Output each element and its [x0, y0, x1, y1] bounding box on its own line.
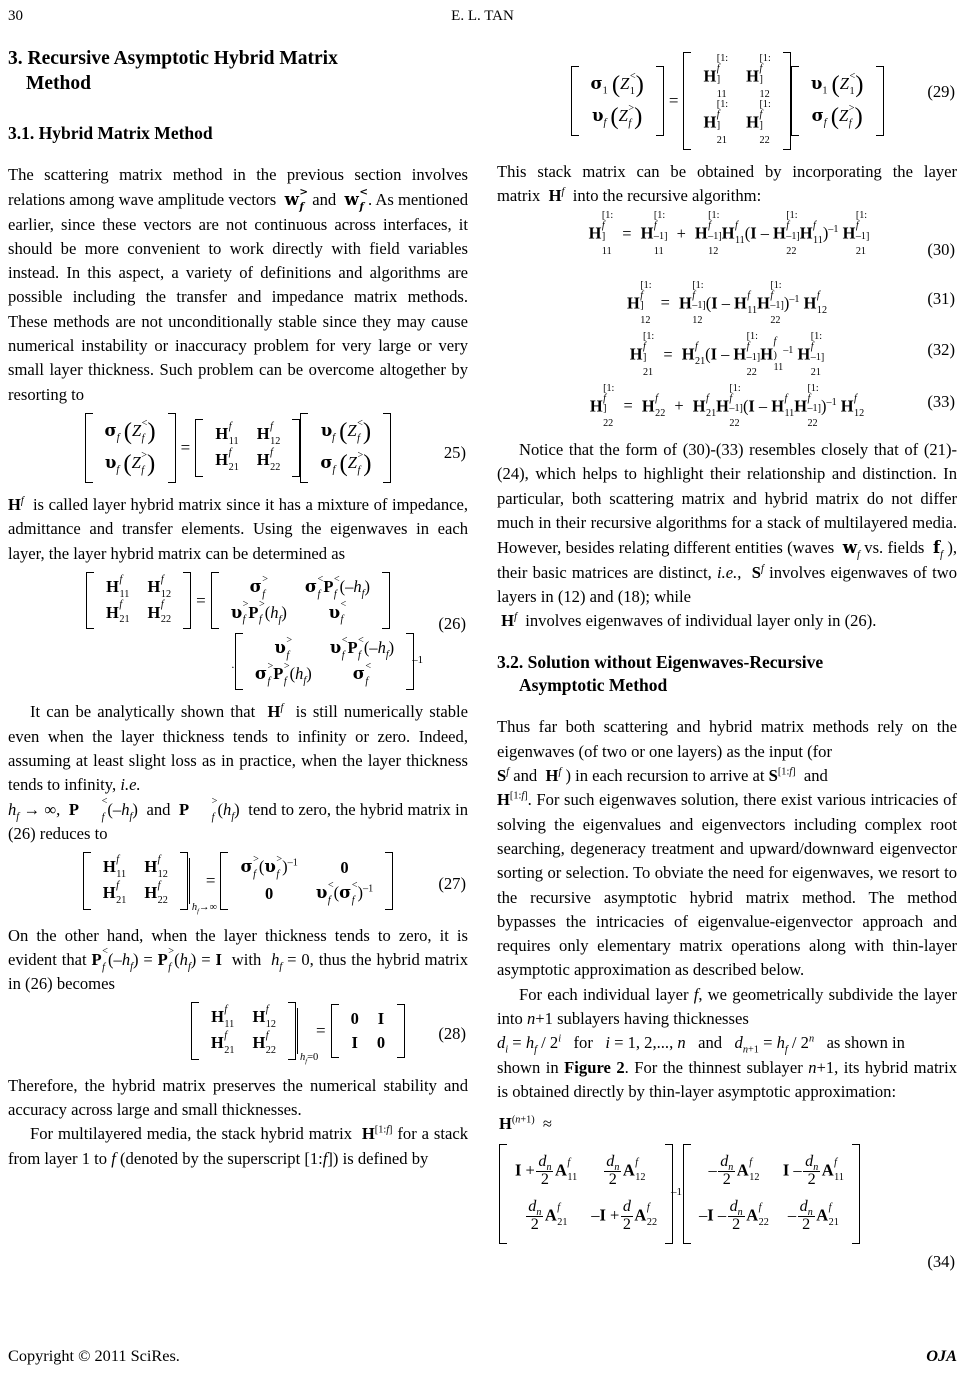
paragraph-6-f1: f: [111, 1148, 116, 1168]
paragraph-4: On the other hand, when the layer thickness tends to zero, it is evident that P < f $(-h_f) = P$ > f $(h_f) = I$ with $h_f = 0$, thus the hybrid matrix in (26) becomes: [8, 925, 468, 994]
right-paragraph-3-seg4: and: [803, 766, 828, 786]
equation-31: H [1: f ] 12 = H [1: f –1] 12 (I – H f 11 H [1: f –1] 22 )$^{-1}$ H f 12 (31): [626, 279, 955, 327]
equation-32-number: (32): [927, 340, 955, 360]
right-column: [497, 46, 958, 1272]
equation-34: [497, 1144, 957, 1272]
equation-25-number: 25): [443, 442, 466, 462]
right-paragraph-2-seg1: Notice that the form of (30)-(33) resembles closely that of (21)-(24), which helps to highlight their relationship and distinction. In particular, both scattering matrix and hybrid matrix do not differ much in their recursive algorithms for a stack of multilayered media. However, besides relating different entities (waves: [497, 440, 957, 558]
subsection-heading-3-2: [497, 651, 957, 697]
right-paragraph-2: Notice that the form of (30)-(33) resembles closely that of (21)-(24), which helps to highlight their relationship and distinction. In particular, both scattering matrix and hybrid matrix do not differ much in their recursive algorithms for a stack of multilayered media. However, besides relating different entities (waves $w_f$ vs. fields $f_f$ ), their basic matrices are distinct, i.e., $S^f$ involves eigenwaves of two layers in (12) and (18); while $H^f$ involves eigenwaves of individual layer only in (26).: [497, 440, 958, 631]
running-author: E. L. TAN: [451, 8, 514, 24]
right-paragraph-1-seg2: into the recursive algorithm:: [572, 185, 762, 205]
paragraph-1-seg3: . As mentioned earlier, since these vectors are not continuous across interfaces, it should be more convenient to work directly with field variables instead. In this aspect, a variety of definitions and algorithms are possible including the transfer and impedance matrix methods. These methods are not unconditionally stable since they may cause numerical instability or inaccuracy problem for very large or very small layer thickness. Such problem can be overcome altogether by resorting to: [8, 190, 468, 404]
right-paragraph-2-ie: i.e.: [716, 562, 738, 582]
eq29-lhs-vector: $\sigma_1$ (Z < 1 ) 𝛖$_f$ (Z > f ): [571, 66, 664, 136]
right-paragraph-4-seg5b: shown in: [497, 1057, 565, 1077]
right-paragraph-4: For each individual layer f, we geometrically subdivide the layer into n+1 sublayers having thicknesses $d_i = h_f / 2^i$ for i = 1, 2,..., n and $d_{n+1} = h_f / 2^n$ as shown in shown in Figure 2. For the thinnest sublayer n+1, its hybrid matrix is obtained directly by thin-layer asymptotic approximation:: [497, 984, 957, 1101]
right-paragraph-4-n1: n: [526, 1009, 536, 1029]
paragraph-2-seg1: is called layer hybrid matrix since it has a mixture of impedance, admittance and transfer elements. Using the eigenwaves in each layer, the layer hybrid matrix can be determined as: [8, 494, 468, 563]
right-paragraph-3-seg3: ) in each recursion to arrive at: [565, 766, 765, 786]
paragraph-6-seg1: For multilayered media, the stack hybrid matrix: [30, 1124, 353, 1144]
right-paragraph-4-seg5: as shown in: [826, 1033, 905, 1053]
equation-30-number: (30): [927, 240, 955, 260]
math-inline-H-f: H: [8, 494, 21, 514]
equation-29: $\sigma_1$ (Z < 1 ) 𝛖$_f$ (Z > f ) = H [1: f ] 11 H [1: f ] 12 H [1: f ] 21 H [1: f ] 22 𝛖$_1$ (Z < 1 ) $\sigma_f$ (Z > f ) (29): [497, 52, 957, 150]
right-paragraph-4-seg2: , we geometrically subdivide the layer into: [497, 984, 957, 1029]
section-heading-line1: 3. Recursive Asymptotic Hybrid Matrix: [8, 48, 338, 69]
eq26-rhs-matrix-second: 𝛖 > f 𝛖 < f P < f $(-h_f)$ σ > f P > f $(h_f)$ σ < f: [235, 633, 414, 690]
eq27-lhs-matrix: H f 11 H f 12 H f 21 H f 22: [83, 852, 188, 909]
paragraph-6: For multilayered media, the stack hybrid matrix H[1:f] for a stack from layer 1 to f (denoted by the superscript [1:f]) is defined by: [8, 1124, 469, 1168]
eq27-rhs-matrix: σ > f (𝛖 > f )$^{-1}$ 0 0 𝛖 < f (σ < f )$^{-1}$: [220, 852, 393, 909]
paragraph-2: $H^f$ is called layer hybrid matrix since it has a mixture of impedance, admittance and transfer elements. Using the eigenwaves in each layer, the layer hybrid matrix can be determined as: [8, 494, 468, 563]
eq26-inverse-exponent: –1: [412, 653, 424, 666]
eq28-limit-bar: $h_f=0$: [297, 1008, 298, 1054]
eq25-hybrid-matrix: H f 11 H f 12 H f 21 H f 22: [195, 419, 300, 476]
right-paragraph-4-seg2b: +1 sublayers having thicknesses: [535, 1009, 749, 1029]
paragraph-6-f2: f: [322, 1148, 328, 1168]
eq34-inverse-exponent: –1: [671, 1186, 683, 1199]
equation-28-number: (28): [438, 1024, 466, 1044]
paragraph-1-seg2: and: [312, 190, 337, 210]
paragraph-1-seg1: The scattering matrix method in the previous section involves relations among wave amplitude vectors: [8, 165, 468, 210]
paragraph-3-seg2: is still numerically stable even when the layer thickness tends to infinity or zero. Indeed, assuming at least slight loss as in practice, when the layer thickness tends to infinity,: [8, 702, 469, 795]
equation-27: H f 11 H f 12 H f 21 H f 22 $h_f\to\infty$ = σ > f (𝛖 > f )$^{-1}$ 0 0 𝛖 < f (σ < f )$^{-1}$ (27): [8, 852, 468, 909]
right-paragraph-4-seg4: and: [698, 1033, 723, 1053]
section-heading-line2: Method: [26, 73, 91, 94]
subsection-3-2-line1: 3.2. Solution without Eigenwaves-Recursive: [497, 652, 824, 673]
paragraph-4-seg1: On the other hand, when the layer thickness tends to zero, it is evident that: [8, 925, 468, 969]
math-inline-w-greater: w > f: [284, 186, 309, 214]
right-paragraph-4-seg6b: +1, its hybrid matrix is obtained directly by thin-layer asymptotic approximation:: [497, 1057, 957, 1101]
paragraph-1: [8, 163, 468, 407]
eq29-rhs-vector: 𝛖$_1$ (Z < 1 ) $\sigma_f$ (Z > f ): [791, 66, 884, 136]
paragraph-6-seg4: ]) is defined by: [327, 1148, 429, 1168]
subsection-3-2-line2: Asymptotic Method: [519, 675, 668, 696]
paragraph-3-seg3: ,: [56, 799, 61, 819]
paragraph-4-seg3: , thus the hybrid matrix in (26) becomes: [8, 949, 468, 994]
right-paragraph-1: This stack matrix can be obtained by incorporating the layer matrix $H^f$ into the recursive algorithm:: [497, 161, 957, 205]
right-paragraph-2-seg3: ), their basic matrices are distinct,: [497, 538, 958, 582]
equation-34-lhs: $H^{(n+1)}$ ≈: [499, 1114, 552, 1134]
right-paragraph-4-seg6: . For the thinnest sublayer: [624, 1057, 803, 1077]
journal-abbreviation: OJA: [926, 1346, 957, 1365]
subsection-heading-3-1: 3.1. Hybrid Matrix Method: [8, 123, 213, 143]
paragraph-6-seg2: for a stack from layer 1 to: [8, 1124, 469, 1168]
copyright-line: Copyright © 2011 SciRes.: [8, 1346, 180, 1365]
paragraph-3-seg5: tend to zero, the hybrid matrix in (26) reduces to: [8, 799, 469, 843]
equation-33: H [1: f ] 22 = H f 22 + H f 21 H [1: f –1] 22 (I – H f 11 H [1: f –1] 22 )$^{-1}$ H f 12 (33): [589, 382, 955, 430]
equation-26-number: (26): [438, 613, 466, 633]
eq26-lhs-matrix: H f 11 H f 12 H f 21 H f 22: [86, 572, 191, 629]
math-inline-w-less: w < f: [344, 186, 368, 214]
paragraph-3-ie: i.e.: [120, 775, 141, 795]
paragraph-3-seg4: and: [146, 799, 171, 819]
right-paragraph-4-n2: n: [808, 1057, 817, 1077]
equation-32: H [1: f ] 21 = H f 21 (I – H [1: f –1] 22 H f ) 11 $^{-1}$ H [1: f –1] 21 (32): [629, 331, 955, 378]
section-heading: [8, 46, 468, 96]
paragraph-5: Therefore, the hybrid matrix preserves the numerical stability and accuracy across large and small thicknesses.: [8, 1075, 468, 1120]
right-paragraph-2-seg2: vs. fields: [864, 538, 925, 558]
equation-29-number: (29): [927, 82, 955, 101]
equation-34-number: (34): [927, 1252, 955, 1272]
equation-33-number: (33): [927, 391, 955, 411]
right-paragraph-4-f: f: [693, 984, 699, 1004]
right-paragraph-3-seg1: Thus far both scattering and hybrid matrix methods rely on the eigenwaves (of two or one layers) as the input (for: [497, 717, 957, 761]
eq28-lhs-matrix: H f 11 H f 12 H f 21 H f 22: [191, 1002, 296, 1059]
paragraph-6-seg3: (denoted by the superscript [1:: [120, 1148, 323, 1168]
eq34-right-matrix: – $\frac{d_n}{2}$ A f 12 I – $\frac{d_n}{2}$ A f 11 –I – $\frac{d_n}{2}$ A f 22 – $\frac{d_n}{2}$ A f 21: [683, 1144, 860, 1244]
page-footer: [8, 1346, 957, 1368]
right-paragraph-3-seg2: and: [513, 766, 538, 786]
right-paragraph-4-seg3: for: [573, 1033, 593, 1053]
page-number: 30: [8, 8, 23, 24]
eq25-lhs-vector: $\sigma_f$ (Z < f ) 𝛖$_f$ (Z > f ): [85, 413, 176, 483]
paragraph-4-seg2: with: [231, 949, 262, 969]
right-paragraph-3: Thus far both scattering and hybrid matrix methods rely on the eigenwaves (of two or one layers) as the input (for $S^f$ and $H^f$ ) in each recursion to arrive at S[1:f] and H[1:f]. For such eigenwaves solution, there exist various intricacies of solving the eigenvalues and eigenvectors including complex root searching, degeneracy treatment and upward/downward eigenvector sorting or selection. To obviate the need for eigenwaves, we resort to the recursive asymptotic hybrid matrix method. The method bypasses the intricacies of eigenvalue-eigenvector approach and requires only elementary matrix operations along with thin-layer asymptotic approximation as described below.: [497, 717, 957, 980]
equation-25: $\sigma_f$ (Z < f ) 𝛖$_f$ (Z > f ) = H f 11 H f 12 H f 21 H f 22 𝛖$_f$ (Z < f ) $\sigma_f$ (Z > f ) 25): [8, 413, 468, 483]
right-paragraph-2-seg5: involves eigenwaves of two layers in (12) and (18); while: [497, 562, 958, 606]
running-head: [0, 8, 965, 28]
right-paragraph-2-seg4: ,: [737, 562, 742, 582]
eq26-rhs-matrix-first: σ > f σ < f P < f $(-h_f)$ 𝛖 > f P > f $(h_f)$ 𝛖 < f: [211, 572, 390, 629]
paragraph-3-seg1: It can be analytically shown that: [30, 702, 256, 722]
equation-27-number: (27): [438, 874, 466, 894]
equation-28: H f 11 H f 12 H f 21 H f 22 $h_f=0$ = 0 I I 0 (28): [8, 1002, 468, 1059]
right-paragraph-4-seg1: For each individual layer: [519, 984, 689, 1004]
right-paragraph-2-seg6: involves eigenwaves of individual layer only in (26).: [525, 611, 877, 631]
eq28-rhs-matrix: 0 I I 0: [331, 1004, 406, 1058]
equation-30: H [1: f ] 11 = H [1: f –1] 11 + H [1: f –1] 12 H f 11 (I – H [1: f –1] 22 H f 11 )$^{-1}$ H [1: f –1] 21 (30): [588, 210, 955, 260]
equation-31-number: (31): [927, 288, 955, 308]
eq27-limit-bar: $h_f\to\infty$: [189, 858, 190, 904]
eq34-left-matrix: I + $\frac{d_n}{2}$ A f 11 $\frac{d_n}{2}$ A f 12 $\frac{d_n}{2}$ A f 21 –I + $\frac{d}{2}$ A f 22: [499, 1144, 673, 1244]
paragraph-3: It can be analytically shown that $H^f$ is still numerically stable even when the layer thickness tends to infinity or zero. Indeed, assuming at least slight loss as in practice, when the layer thickness tends to infinity, i.e. $h_f$ → ∞, P < f $(-h_f)$ and P > f $(h_f)$ tend to zero, the hybrid matrix in (26) reduces to: [8, 702, 469, 843]
right-paragraph-3-seg5: . For such eigenwaves solution, there exist various intricacies of solving the eigenvalues and eigenvectors including complex root searching, degeneracy treatment and upward/downward eigenvector sorting or selection. To obviate the need for eigenwaves, we resort to the recursive asymptotic hybrid matrix method. The method bypasses the intricacies of eigenvalue-eigenvector approach and requires only elementary matrix operations along with thin-layer asymptotic approximation as described below.: [497, 790, 957, 980]
eq25-rhs-vector: 𝛖$_f$ (Z < f ) $\sigma_f$ (Z > f ): [300, 413, 391, 483]
left-column: [8, 46, 468, 1171]
figure-2-reference: Figure 2: [564, 1057, 625, 1077]
eq29-stack-hybrid-matrix: H [1: f ] 11 H [1: f ] 12 H [1: f ] 21 H [1: f ] 22: [683, 52, 790, 150]
right-paragraph-1-seg1: This stack matrix can be obtained by incorporating the layer matrix: [497, 161, 957, 205]
equation-26: H f 11 H f 12 H f 21 H f 22 = σ > f σ < f P < f $(-h_f)$ 𝛖 > f P > f $(h_f)$ 𝛖 < f · 𝛖 > f 𝛖 < f P < f $(-h_f)$ σ > f P > f $(h_f)$ σ < f –1 (26): [8, 572, 468, 691]
